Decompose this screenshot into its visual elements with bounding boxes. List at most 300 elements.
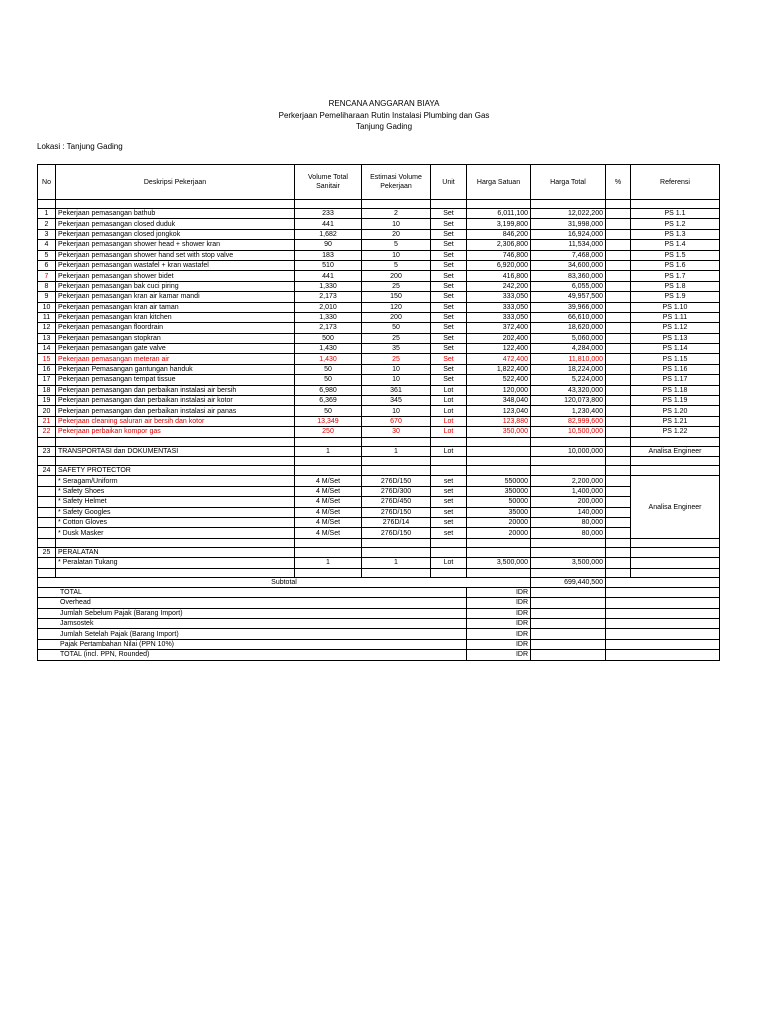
summary-value	[531, 598, 606, 608]
cell-harga-satuan: 333,050	[467, 312, 531, 322]
col-header-volume: Volume Total Sanitair	[295, 165, 362, 200]
cell-deskripsi: Pekerjaan pemasangan kran air kamar mandi	[56, 292, 295, 302]
summary-row	[38, 639, 720, 649]
spacer-cell	[56, 456, 295, 465]
cell-estimasi: 25	[362, 333, 431, 343]
cell-unit: Lot	[431, 427, 467, 437]
cell-persen	[606, 240, 631, 250]
table-row	[38, 333, 720, 343]
cell-volume: 13,349	[295, 416, 362, 426]
empty-cell	[362, 547, 431, 557]
cell-deskripsi: * Safety Googles	[56, 507, 295, 517]
cell-estimasi: 1	[362, 558, 431, 568]
spacer-cell	[56, 568, 295, 577]
cell-volume: 4 M/Set	[295, 528, 362, 538]
spacer-cell	[431, 200, 467, 209]
cell-harga-satuan: 846,200	[467, 229, 531, 239]
cell-unit: Lot	[431, 416, 467, 426]
summary-label: Overhead	[38, 598, 467, 608]
cell-referensi: PS 1.2	[631, 219, 720, 229]
cell-unit: Set	[431, 292, 467, 302]
cell-harga-satuan: 3,500,000	[467, 558, 531, 568]
empty-cell	[606, 577, 720, 587]
spacer-cell	[606, 456, 631, 465]
cell-no: 13	[38, 333, 56, 343]
cell-referensi: Analisa Engineer	[631, 446, 720, 456]
cell-harga-total: 80,000	[531, 517, 606, 527]
cell-no: 8	[38, 281, 56, 291]
spacer-cell	[38, 200, 56, 209]
cell-no	[38, 497, 56, 507]
spacer-cell	[295, 456, 362, 465]
cell-persen	[606, 385, 631, 395]
spacer-cell	[38, 538, 56, 547]
cell-volume: 441	[295, 219, 362, 229]
cell-harga-satuan: 20000	[467, 517, 531, 527]
spacer-cell	[431, 456, 467, 465]
spacer-cell	[431, 437, 467, 446]
cell-referensi: PS 1.9	[631, 292, 720, 302]
cell-deskripsi: Pekerjaan pemasangan gate valve	[56, 344, 295, 354]
spacer-cell	[56, 200, 295, 209]
cell-no: 11	[38, 312, 56, 322]
cell-persen	[606, 446, 631, 456]
cell-unit: Set	[431, 333, 467, 343]
cell-volume: 1,330	[295, 281, 362, 291]
cell-volume: 4 M/Set	[295, 497, 362, 507]
cell-volume: 50	[295, 375, 362, 385]
cell-estimasi: 276D/150	[362, 476, 431, 486]
cell-persen	[606, 364, 631, 374]
cell-unit: Set	[431, 219, 467, 229]
cell-referensi: PS 1.17	[631, 375, 720, 385]
cell-harga-satuan: 3,199,800	[467, 219, 531, 229]
cell-harga-satuan: 20000	[467, 528, 531, 538]
table-header-row	[38, 165, 720, 200]
cell-volume: 2,173	[295, 323, 362, 333]
cell-unit: set	[431, 486, 467, 496]
cell-volume: 6,980	[295, 385, 362, 395]
cell-harga-total: 1,400,000	[531, 486, 606, 496]
cell-no: 4	[38, 240, 56, 250]
cell-harga-total: 140,000	[531, 507, 606, 517]
table-row	[38, 497, 720, 507]
spacer-cell	[467, 568, 531, 577]
cell-estimasi: 25	[362, 354, 431, 364]
cell-persen	[606, 416, 631, 426]
cell-harga-satuan: 6,011,100	[467, 209, 531, 219]
summary-label: Pajak Pertambahan Nilai (PPN 10%)	[38, 639, 467, 649]
col-header-unit: Unit	[431, 165, 467, 200]
cell-estimasi: 2	[362, 209, 431, 219]
table-row	[38, 416, 720, 426]
table-row	[38, 486, 720, 496]
section-title-peralatan: PERALATAN	[56, 547, 295, 557]
cell-unit: Lot	[431, 558, 467, 568]
cell-estimasi: 150	[362, 292, 431, 302]
spacer-cell	[631, 456, 720, 465]
spacer-row	[38, 437, 720, 446]
empty-cell	[362, 465, 431, 475]
cell-harga-total: 43,320,000	[531, 385, 606, 395]
cell-deskripsi: Pekerjaan pemasangan kran air taman	[56, 302, 295, 312]
cell-unit: Set	[431, 271, 467, 281]
cell-deskripsi: Pekerjaan pemasangan dan perbaikan instalasi air kotor	[56, 396, 295, 406]
spacer-cell	[531, 568, 606, 577]
empty-cell	[606, 598, 720, 608]
cell-referensi: PS 1.11	[631, 312, 720, 322]
spacer-cell	[38, 568, 56, 577]
cell-persen	[606, 219, 631, 229]
spacer-cell	[631, 200, 720, 209]
cell-no: 14	[38, 344, 56, 354]
summary-row	[38, 619, 720, 629]
spacer-cell	[531, 538, 606, 547]
cell-no: 22	[38, 427, 56, 437]
cell-persen	[606, 260, 631, 270]
cell-harga-total: 6,055,000	[531, 281, 606, 291]
cell-no: 16	[38, 364, 56, 374]
cell-harga-total: 7,468,000	[531, 250, 606, 260]
empty-cell	[606, 587, 720, 597]
spacer-cell	[467, 437, 531, 446]
cell-no	[38, 507, 56, 517]
cell-harga-total: 18,224,000	[531, 364, 606, 374]
cell-harga-total: 4,284,000	[531, 344, 606, 354]
spacer-cell	[38, 437, 56, 446]
cell-deskripsi: Pekerjaan cleaning saluran air bersih dan kotor	[56, 416, 295, 426]
cell-referensi: PS 1.16	[631, 364, 720, 374]
empty-cell	[606, 619, 720, 629]
cell-estimasi: 276D/300	[362, 486, 431, 496]
cell-referensi: PS 1.15	[631, 354, 720, 364]
spacer-cell	[295, 200, 362, 209]
cell-persen	[606, 354, 631, 364]
cell-persen	[606, 209, 631, 219]
cell-persen	[606, 312, 631, 322]
summary-row	[38, 587, 720, 597]
empty-cell	[606, 465, 631, 475]
cell-volume: 4 M/Set	[295, 507, 362, 517]
cell-unit: Set	[431, 375, 467, 385]
cell-estimasi: 10	[362, 219, 431, 229]
summary-value	[531, 639, 606, 649]
cell-deskripsi: * Seragam/Uniform	[56, 476, 295, 486]
empty-cell	[531, 547, 606, 557]
cell-no: 12	[38, 323, 56, 333]
spacer-cell	[431, 538, 467, 547]
cell-persen	[606, 250, 631, 260]
cell-no: 5	[38, 250, 56, 260]
empty-cell	[295, 465, 362, 475]
cell-persen	[606, 497, 631, 507]
cell-volume: 2,010	[295, 302, 362, 312]
cell-estimasi: 200	[362, 312, 431, 322]
empty-cell	[606, 608, 720, 618]
cell-deskripsi: * Cotton Gloves	[56, 517, 295, 527]
spacer-cell	[606, 200, 631, 209]
cell-no: 19	[38, 396, 56, 406]
cell-persen	[606, 271, 631, 281]
cell-estimasi: 10	[362, 250, 431, 260]
cell-unit: Set	[431, 281, 467, 291]
col-header-harga-satuan: Harga Satuan	[467, 165, 531, 200]
cell-estimasi: 276D/150	[362, 528, 431, 538]
cell-harga-total: 10,500,000	[531, 427, 606, 437]
cell-estimasi: 276D/14	[362, 517, 431, 527]
cell-referensi: PS 1.20	[631, 406, 720, 416]
spacer-cell	[531, 200, 606, 209]
cell-harga-total: 12,022,200	[531, 209, 606, 219]
table-row	[38, 260, 720, 270]
cell-harga-total: 82,999,600	[531, 416, 606, 426]
cell-deskripsi: Pekerjaan pemasangan closed duduk	[56, 219, 295, 229]
cell-deskripsi: Pekerjaan pemasangan stopkran	[56, 333, 295, 343]
cell-persen	[606, 344, 631, 354]
spacer-cell	[531, 456, 606, 465]
summary-row	[38, 629, 720, 639]
summary-label: Jumlah Setelah Pajak (Barang Import)	[38, 629, 467, 639]
cell-no: 3	[38, 229, 56, 239]
summary-currency: IDR	[467, 650, 531, 660]
summary-value	[531, 619, 606, 629]
empty-cell	[531, 465, 606, 475]
cell-deskripsi: Pekerjaan pemasangan shower head + shower kran	[56, 240, 295, 250]
table-row	[38, 250, 720, 260]
table-row	[38, 558, 720, 568]
cell-referensi: Analisa Engineer	[631, 476, 720, 538]
document-title: RENCANA ANGGARAN BIAYA	[328, 99, 440, 108]
cell-no: 21	[38, 416, 56, 426]
cell-harga-satuan: 35000	[467, 507, 531, 517]
cell-no	[38, 558, 56, 568]
cell-harga-satuan: 333,050	[467, 302, 531, 312]
section-row-peralatan	[38, 547, 720, 557]
cell-volume: 233	[295, 209, 362, 219]
cell-referensi: PS 1.7	[631, 271, 720, 281]
empty-cell	[467, 547, 531, 557]
cell-unit: set	[431, 517, 467, 527]
spacer-row	[38, 538, 720, 547]
cell-harga-satuan: 123,040	[467, 406, 531, 416]
spacer-cell	[362, 456, 431, 465]
cell-deskripsi: * Peralatan Tukang	[56, 558, 295, 568]
cell-persen	[606, 333, 631, 343]
cell-unit: Set	[431, 364, 467, 374]
spacer-cell	[531, 437, 606, 446]
table-row	[38, 427, 720, 437]
cell-harga-satuan: 242,200	[467, 281, 531, 291]
summary-value	[531, 650, 606, 660]
cell-deskripsi: Pekerjaan pemasangan shower hand set with stop valve	[56, 250, 295, 260]
subtotal-row	[38, 577, 720, 587]
cell-volume: 50	[295, 406, 362, 416]
cell-referensi: PS 1.18	[631, 385, 720, 395]
spacer-cell	[362, 200, 431, 209]
summary-value	[531, 608, 606, 618]
cell-harga-satuan: 348,040	[467, 396, 531, 406]
cell-deskripsi: Pekerjaan pemasangan bathub	[56, 209, 295, 219]
cell-harga-satuan: 122,400	[467, 344, 531, 354]
table-row	[38, 323, 720, 333]
cell-estimasi: 1	[362, 446, 431, 456]
spacer-cell	[362, 437, 431, 446]
spacer-cell	[467, 456, 531, 465]
cell-harga-total: 120,073,800	[531, 396, 606, 406]
cell-persen	[606, 396, 631, 406]
table-row	[38, 528, 720, 538]
cell-referensi: PS 1.3	[631, 229, 720, 239]
cell-no: 15	[38, 354, 56, 364]
cell-harga-satuan: 522,400	[467, 375, 531, 385]
cell-no: 1	[38, 209, 56, 219]
cell-harga-satuan: 350000	[467, 486, 531, 496]
cell-harga-satuan: 2,306,800	[467, 240, 531, 250]
cell-deskripsi: Pekerjaan perbaikan kompor gas	[56, 427, 295, 437]
table-row	[38, 229, 720, 239]
cell-estimasi: 50	[362, 323, 431, 333]
cell-estimasi: 10	[362, 364, 431, 374]
col-header-deskripsi: Deskripsi Pekerjaan	[56, 165, 295, 200]
table-row	[38, 507, 720, 517]
cell-no	[38, 486, 56, 496]
cell-volume: 510	[295, 260, 362, 270]
cell-volume: 1,682	[295, 229, 362, 239]
empty-cell	[606, 547, 631, 557]
cell-harga-satuan: 50000	[467, 497, 531, 507]
table-row	[38, 281, 720, 291]
cell-referensi: PS 1.19	[631, 396, 720, 406]
cell-unit: Set	[431, 260, 467, 270]
cell-harga-satuan: 350,000	[467, 427, 531, 437]
summary-value	[531, 587, 606, 597]
cell-persen	[606, 476, 631, 486]
table-row	[38, 406, 720, 416]
table-row	[38, 219, 720, 229]
cell-deskripsi: Pekerjaan pemasangan bak cuci piring	[56, 281, 295, 291]
cell-deskripsi: Pekerjaan pemasangan meteran air	[56, 354, 295, 364]
summary-currency: IDR	[467, 598, 531, 608]
cell-deskripsi: Pekerjaan pemasangan closed jongkok	[56, 229, 295, 239]
cell-deskripsi: Pekerjaan pemasangan kran kitchen	[56, 312, 295, 322]
col-header-persen: %	[606, 165, 631, 200]
cell-no: 17	[38, 375, 56, 385]
empty-cell	[606, 639, 720, 649]
cell-harga-total: 11,534,000	[531, 240, 606, 250]
cell-unit: Lot	[431, 396, 467, 406]
cell-volume: 50	[295, 364, 362, 374]
table-row	[38, 271, 720, 281]
cell-deskripsi: Pekerjaan pemasangan wastafel + kran wastafel	[56, 260, 295, 270]
cell-deskripsi: * Safety Helmet	[56, 497, 295, 507]
spacer-cell	[295, 538, 362, 547]
cell-volume: 4 M/Set	[295, 486, 362, 496]
cell-estimasi: 35	[362, 344, 431, 354]
cell-estimasi: 25	[362, 281, 431, 291]
cell-persen	[606, 323, 631, 333]
cell-referensi	[631, 558, 720, 568]
table-row	[38, 240, 720, 250]
summary-currency: IDR	[467, 629, 531, 639]
cell-harga-satuan: 333,050	[467, 292, 531, 302]
cell-volume: 1,430	[295, 344, 362, 354]
cell-estimasi: 30	[362, 427, 431, 437]
cell-volume: 1,330	[295, 312, 362, 322]
cell-referensi: PS 1.8	[631, 281, 720, 291]
cell-unit: Set	[431, 323, 467, 333]
cell-unit: Set	[431, 250, 467, 260]
cell-referensi: PS 1.1	[631, 209, 720, 219]
cell-unit: set	[431, 476, 467, 486]
summary-label: Jamsostek	[38, 619, 467, 629]
cell-volume: 183	[295, 250, 362, 260]
cell-volume: 1	[295, 558, 362, 568]
cell-persen	[606, 528, 631, 538]
cell-harga-satuan	[467, 446, 531, 456]
cell-no: 20	[38, 406, 56, 416]
cell-harga-satuan: 202,400	[467, 333, 531, 343]
cell-no: 10	[38, 302, 56, 312]
cell-estimasi: 361	[362, 385, 431, 395]
cell-harga-satuan: 120,000	[467, 385, 531, 395]
empty-cell	[606, 650, 720, 660]
cell-harga-total: 83,360,000	[531, 271, 606, 281]
cell-harga-satuan: 1,822,400	[467, 364, 531, 374]
document-location-line: Tanjung Gading	[355, 122, 413, 131]
cell-harga-total: 3,500,000	[531, 558, 606, 568]
cell-referensi: PS 1.12	[631, 323, 720, 333]
cell-harga-total: 66,610,000	[531, 312, 606, 322]
cell-referensi: PS 1.6	[631, 260, 720, 270]
cell-volume: 2,173	[295, 292, 362, 302]
cell-harga-satuan: 6,920,000	[467, 260, 531, 270]
table-row	[38, 354, 720, 364]
cell-no: 18	[38, 385, 56, 395]
cell-harga-total: 10,000,000	[531, 446, 606, 456]
cell-no: 7	[38, 271, 56, 281]
col-header-harga-total: Harga Total	[531, 165, 606, 200]
cell-unit: set	[431, 497, 467, 507]
cell-estimasi: 10	[362, 375, 431, 385]
cell-no	[38, 476, 56, 486]
cell-no: 24	[38, 465, 56, 475]
cell-harga-total: 11,810,000	[531, 354, 606, 364]
cell-estimasi: 5	[362, 260, 431, 270]
cell-referensi: PS 1.13	[631, 333, 720, 343]
cell-harga-satuan: 472,400	[467, 354, 531, 364]
cell-harga-total: 2,200,000	[531, 476, 606, 486]
cell-no: 25	[38, 547, 56, 557]
spacer-row	[38, 568, 720, 577]
spacer-cell	[56, 437, 295, 446]
cell-referensi: PS 1.21	[631, 416, 720, 426]
spacer-cell	[631, 538, 720, 547]
empty-cell	[431, 465, 467, 475]
cell-persen	[606, 517, 631, 527]
summary-label: TOTAL (incl. PPN, Rounded)	[38, 650, 467, 660]
cell-unit: Lot	[431, 385, 467, 395]
cell-harga-total: 49,957,500	[531, 292, 606, 302]
table-row	[38, 292, 720, 302]
spacer-row	[38, 200, 720, 209]
cell-unit: Set	[431, 302, 467, 312]
cell-volume: 441	[295, 271, 362, 281]
cell-no: 23	[38, 446, 56, 456]
section-title-safety: SAFETY PROTECTOR	[56, 465, 295, 475]
empty-cell	[606, 629, 720, 639]
document-subtitle: Perkerjaan Pemeliharaan Rutin Instalasi Plumbing dan Gas	[278, 111, 490, 120]
transport-row	[38, 446, 720, 456]
